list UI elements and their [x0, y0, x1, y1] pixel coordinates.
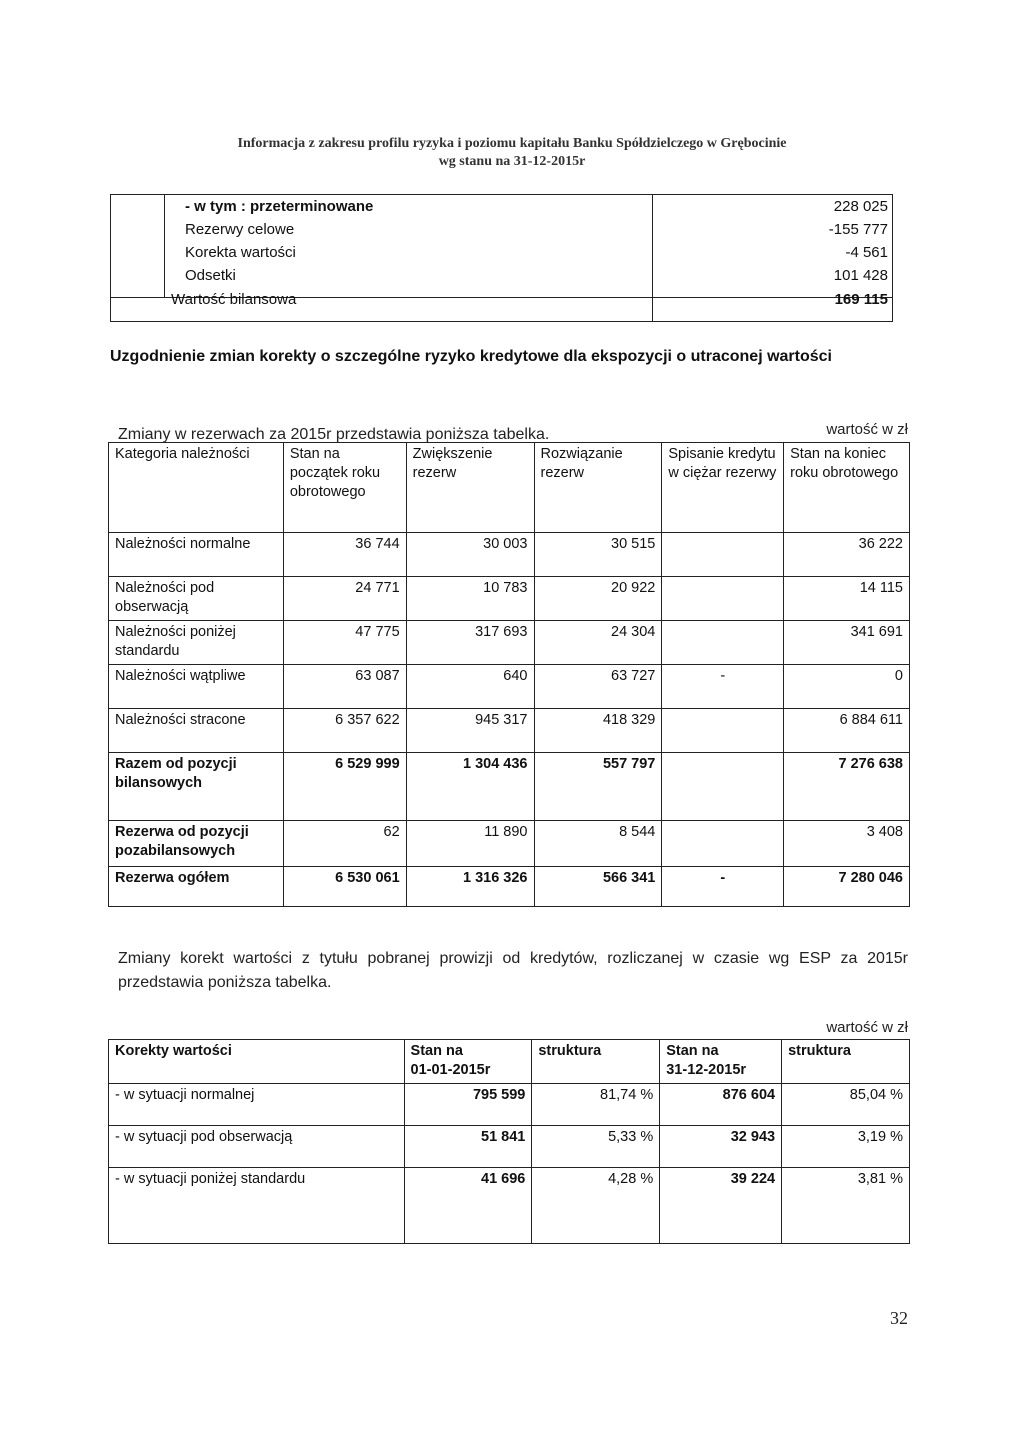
section-heading: Uzgodnienie zmian korekty o szczególne ryzyko kredytowe dla ekspozycji o utraconej wartości: [110, 348, 832, 365]
cell-value: 8 544: [534, 821, 662, 867]
table-row: [109, 1084, 910, 1126]
top-row-label: Korekta wartości: [185, 244, 296, 261]
cell-value: 1 304 436: [406, 753, 534, 821]
cell-value: 640: [406, 665, 534, 709]
column-header: Stan na początek roku obrotowego: [283, 443, 406, 533]
table-row: [109, 577, 910, 621]
row-label: Rezerwa ogółem: [109, 867, 284, 907]
cell-value: 341 691: [784, 621, 910, 665]
cell-value: 7 280 046: [784, 867, 910, 907]
cell-value: 4,28 %: [532, 1168, 660, 1244]
row-label: - w sytuacji normalnej: [109, 1084, 405, 1126]
cell-value: 30 003: [406, 533, 534, 577]
cell-value: 10 783: [406, 577, 534, 621]
table-row: [109, 867, 910, 907]
top-row-value: -4 561: [845, 244, 888, 261]
table-row: [109, 709, 910, 753]
cell-value: 795 599: [404, 1084, 532, 1126]
cell-value: 63 087: [283, 665, 406, 709]
cell-value: 32 943: [660, 1126, 782, 1168]
table-row: [109, 1168, 910, 1244]
cell-value: [662, 621, 784, 665]
table-row: [109, 621, 910, 665]
row-label: Należności wątpliwe: [109, 665, 284, 709]
column-header-line: 31-12-2015r: [666, 1062, 747, 1078]
cell-value: 51 841: [404, 1126, 532, 1168]
cell-value: 36 744: [283, 533, 406, 577]
cell-value: 11 890: [406, 821, 534, 867]
cell-value: [662, 753, 784, 821]
top-table: [110, 194, 893, 322]
top-row-label: Rezerwy celowe: [185, 221, 295, 238]
cell-value: 876 604: [660, 1084, 782, 1126]
cell-value: 3 408: [784, 821, 910, 867]
row-label: - w sytuacji pod obserwacją: [109, 1126, 405, 1168]
cell-value: 6 357 622: [283, 709, 406, 753]
cell-value: 62: [283, 821, 406, 867]
cell-value: 85,04 %: [782, 1084, 910, 1126]
cell-value: [662, 709, 784, 753]
table-header-row: [109, 1040, 910, 1084]
column-header: struktura: [782, 1040, 910, 1084]
cell-value: 39 224: [660, 1168, 782, 1244]
column-header-line: Stan na: [666, 1043, 719, 1059]
column-header: Kategoria należności: [109, 443, 284, 533]
cell-value: 7 276 638: [784, 753, 910, 821]
row-label: Należności stracone: [109, 709, 284, 753]
row-label: Należności poniżej standardu: [109, 621, 284, 665]
column-header-line: 01-01-2015r: [410, 1062, 491, 1078]
cell-value: 30 515: [534, 533, 662, 577]
top-row-label: Odsetki: [185, 267, 236, 284]
cell-value: 557 797: [534, 753, 662, 821]
cell-value: 36 222: [784, 533, 910, 577]
table-row: [109, 821, 910, 867]
top-row-value: 228 025: [833, 198, 888, 215]
cell-value: 5,33 %: [532, 1126, 660, 1168]
intro-text-1: Zmiany w rezerwach za 2015r przedstawia poniższa tabelka.: [118, 426, 550, 443]
cell-value: 3,19 %: [782, 1126, 910, 1168]
unit-label-1: wartość w zł: [826, 421, 908, 438]
cell-value: 945 317: [406, 709, 534, 753]
row-label: Należności pod obserwacją: [109, 577, 284, 621]
table-row: [109, 753, 910, 821]
column-header: Rozwiązanie rezerw: [534, 443, 662, 533]
cell-value: 566 341: [534, 867, 662, 907]
cell-value: -: [662, 665, 784, 709]
column-header-line: Stan na: [410, 1043, 463, 1059]
intro-text-2: Zmiany korekt wartości z tytułu pobranej prowizji od kredytów, rozliczanej w czasie wg ESP za 2015r przedstawia poniższa tabelka.: [118, 950, 908, 991]
cell-value: 24 304: [534, 621, 662, 665]
provisions-table: [108, 442, 910, 907]
column-header: Spisanie kredytu w ciężar rezerwy: [662, 443, 784, 533]
cell-value: 41 696: [404, 1168, 532, 1244]
cell-value: 20 922: [534, 577, 662, 621]
unit-label-2: wartość w zł: [826, 1019, 908, 1036]
cell-value: 6 529 999: [283, 753, 406, 821]
header-line-2: wg stanu na 31-12-2015r: [438, 154, 586, 169]
cell-value: 1 316 326: [406, 867, 534, 907]
top-row-value: 101 428: [833, 267, 888, 284]
table-header-row: [109, 443, 910, 533]
cell-value: 6 884 611: [784, 709, 910, 753]
top-row-value: -155 777: [828, 221, 888, 238]
cell-value: 81,74 %: [532, 1084, 660, 1126]
row-label: Rezerwa od pozycji pozabilansowych: [109, 821, 284, 867]
column-header: Zwiększenie rezerw: [406, 443, 534, 533]
cell-value: 317 693: [406, 621, 534, 665]
cell-value: [662, 533, 784, 577]
cell-value: 14 115: [784, 577, 910, 621]
cell-value: -: [662, 867, 784, 907]
cell-value: 63 727: [534, 665, 662, 709]
column-header: Korekty wartości: [109, 1040, 405, 1084]
cell-value: 24 771: [283, 577, 406, 621]
cell-value: 3,81 %: [782, 1168, 910, 1244]
top-row-value: 169 115: [834, 291, 888, 308]
table-row: [109, 1126, 910, 1168]
column-header: struktura: [532, 1040, 660, 1084]
fee-corrections-table: [108, 1039, 910, 1244]
top-row-label: Wartość bilansowa: [171, 291, 297, 308]
table-row: [109, 533, 910, 577]
cell-value: 6 530 061: [283, 867, 406, 907]
cell-value: 0: [784, 665, 910, 709]
table-row: [109, 665, 910, 709]
cell-value: 47 775: [283, 621, 406, 665]
row-label: - w sytuacji poniżej standardu: [109, 1168, 405, 1244]
page-number: 32: [890, 1308, 908, 1328]
cell-value: [662, 821, 784, 867]
cell-value: [662, 577, 784, 621]
cell-value: 418 329: [534, 709, 662, 753]
header-line-1: Informacja z zakresu profilu ryzyka i poziomu kapitału Banku Spółdzielczego w Grębocinie: [237, 136, 787, 151]
row-label: Razem od pozycji bilansowych: [109, 753, 284, 821]
top-row-label: - w tym : przeterminowane: [185, 198, 374, 215]
row-label: Należności normalne: [109, 533, 284, 577]
column-header: [660, 1040, 782, 1084]
column-header: Stan na koniec roku obrotowego: [784, 443, 910, 533]
column-header: [404, 1040, 532, 1084]
